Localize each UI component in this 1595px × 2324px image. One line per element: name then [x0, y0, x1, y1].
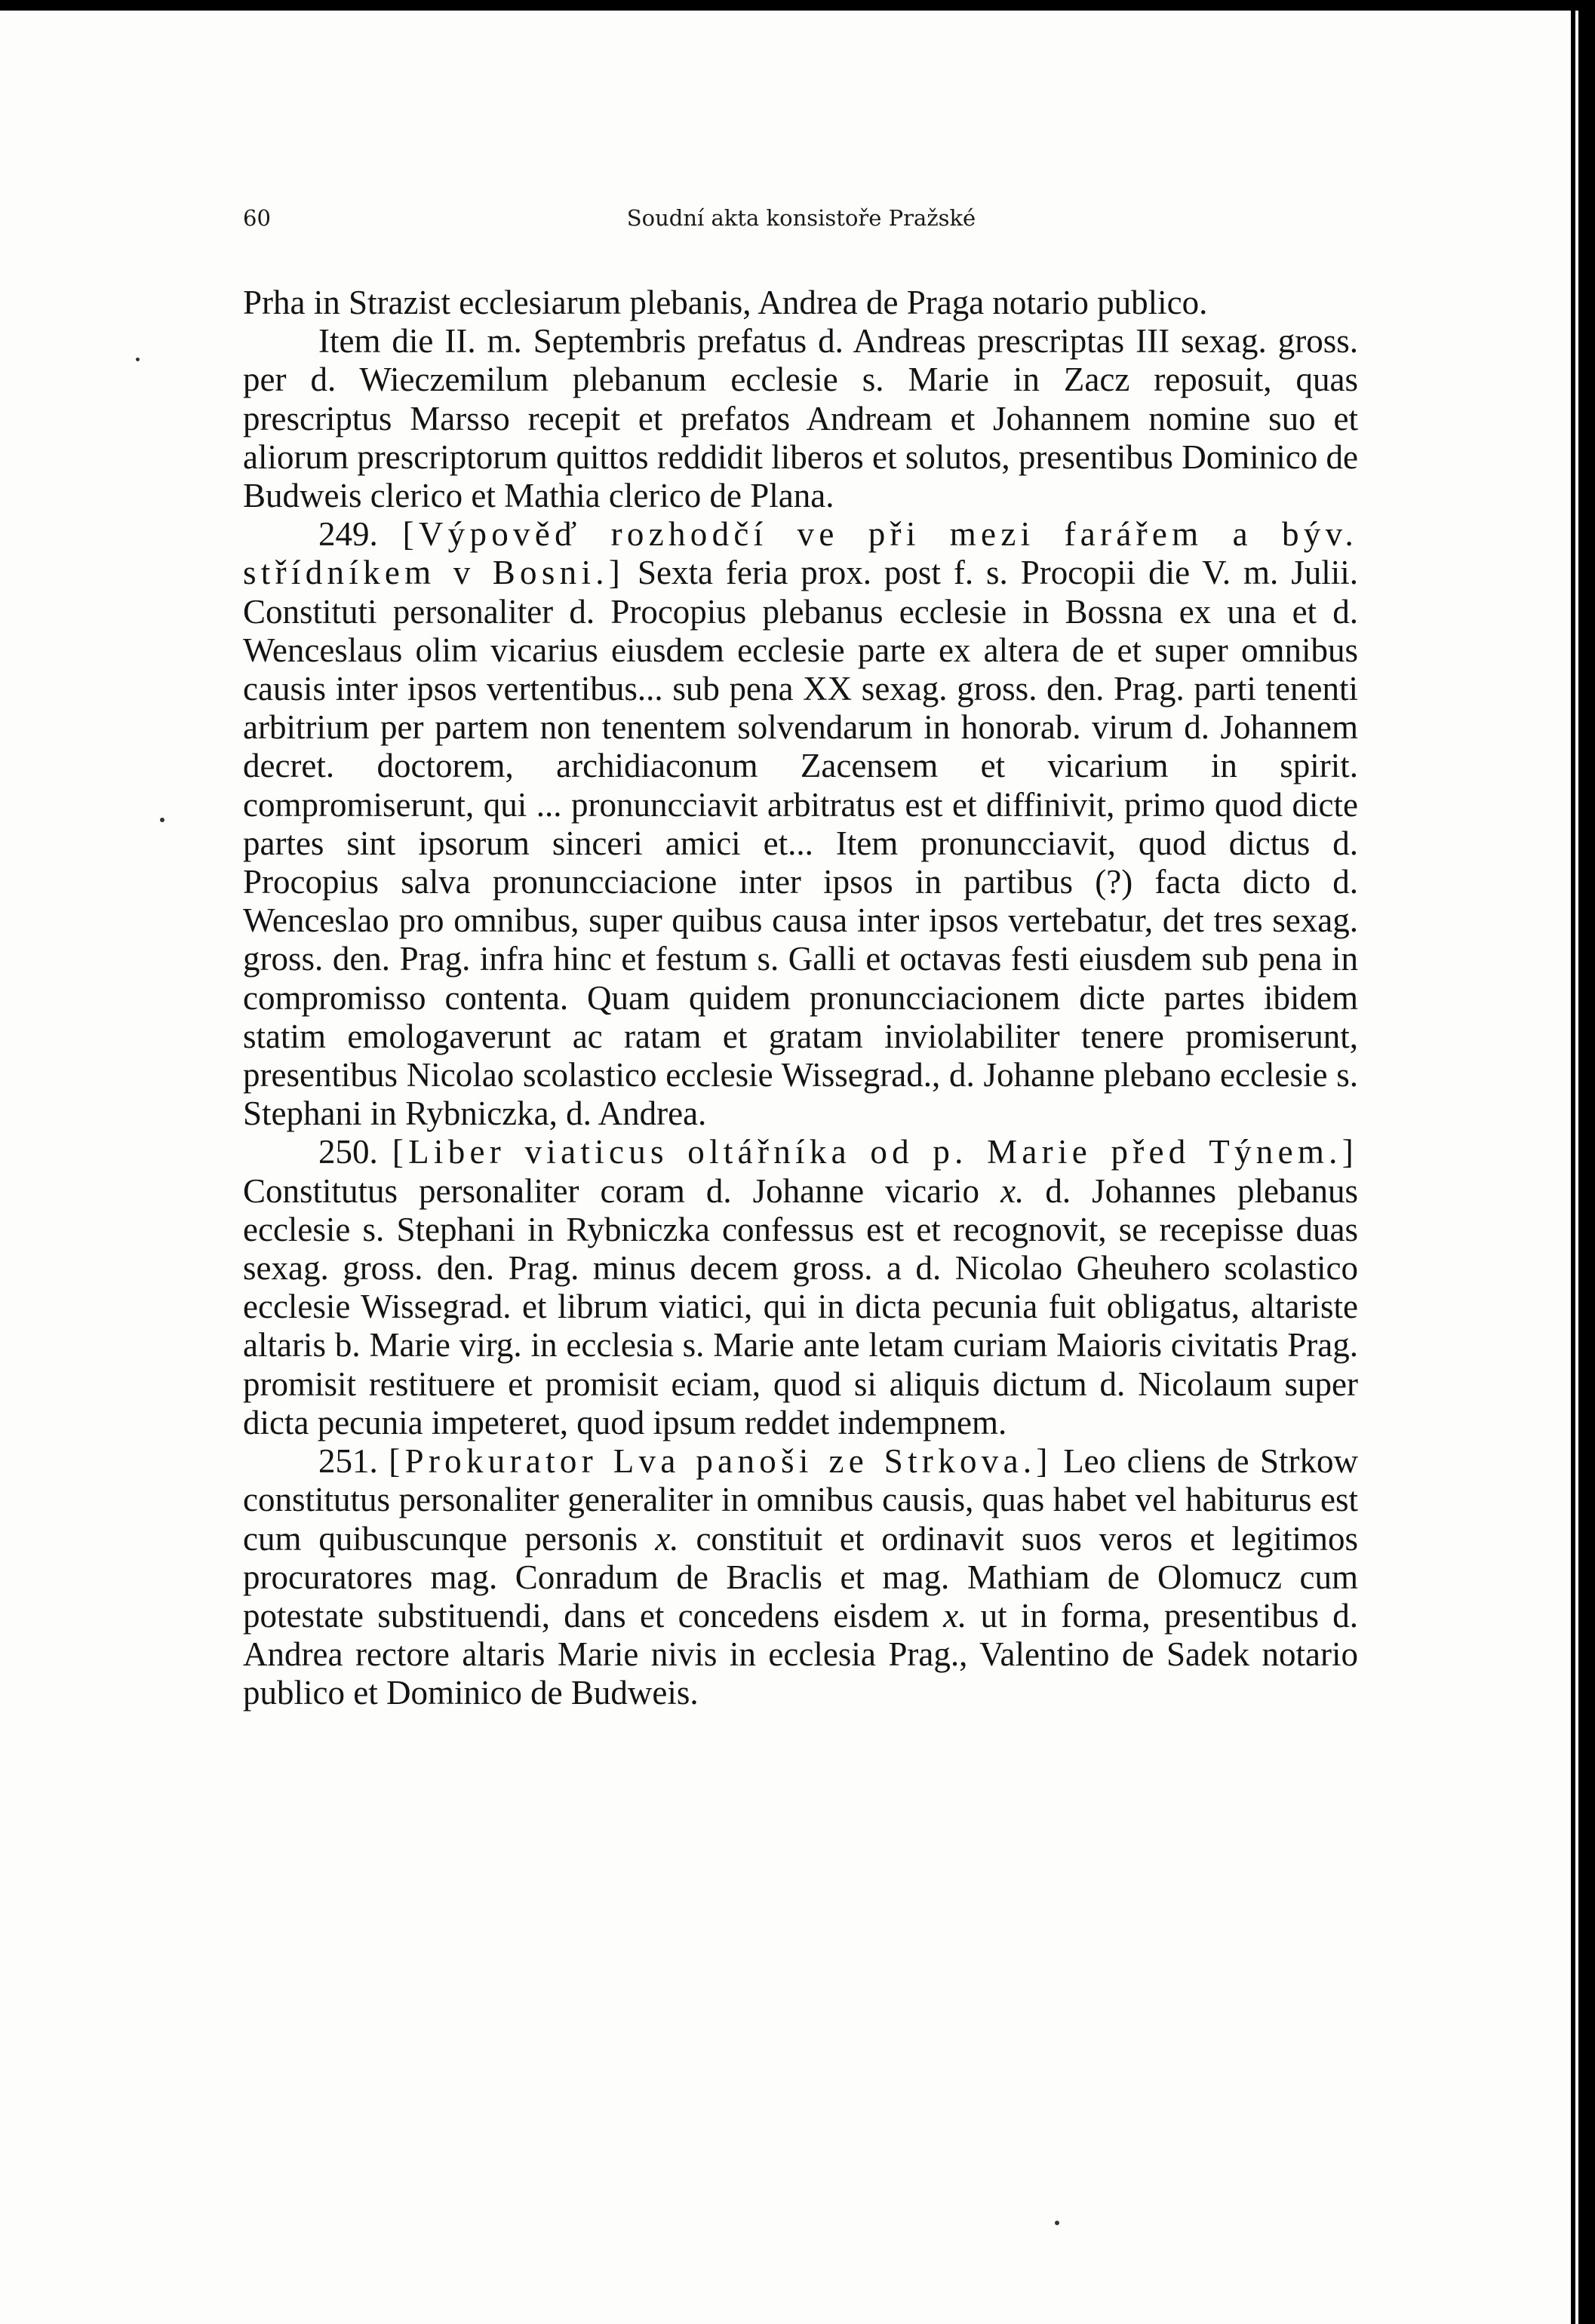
- scan-border-strip: [1575, 11, 1578, 2324]
- entry-number: 250.: [318, 1133, 378, 1171]
- entry-number: 251.: [318, 1442, 378, 1481]
- abbrev-mark: x.: [1000, 1171, 1025, 1210]
- running-title: Soudní akta konsistoře Pražské: [626, 205, 976, 231]
- page-number: 60: [243, 205, 271, 231]
- paragraph-continuation: [243, 284, 1358, 322]
- scanned-page: [0, 11, 1571, 2324]
- page-header: [243, 205, 1360, 235]
- entry-text: d. Johannes plebanus ecclesie s. Stephani in Rybniczka confessus est et recognovit, se recepisse duas sexag. gross. den. Prag. minus decem gross. a d. Nicolao Gheuhero scolastico ecclesie Wissegrad. et librum viatici, qui in dicta pecunia fuit obligatus, altariste altaris b. Marie virg. in ecclesia s. Marie ante letam curiam Maioris civitatis Prag. promisit restituere et promisit eciam, quod si aliquis dictum d. Nicolaum super dicta pecunia impeteret, quod ipsum reddet indempnem.: [243, 1171, 1359, 1441]
- body-text: [243, 284, 1358, 1713]
- entry-249: [243, 515, 1358, 1133]
- entry-251: [243, 1442, 1358, 1712]
- entry-heading: [Prokurator Lva panoši ze Strkova.]: [389, 1442, 1053, 1481]
- scan-speck: [136, 358, 140, 361]
- text: Item die II. m. Septembris prefatus d. Andreas prescriptas III sexag. gross. per d. Wieczemilum plebanum ecclesie s. Marie in Zacz reposuit, quas prescriptus Marsso recepit et prefatos Andream et Johannem nomine suo et aliorum prescriptorum quittos reddidit liberos et solutos, presentibus Dominico de Budweis clerico et Mathia clerico de Plana.: [243, 322, 1358, 515]
- paragraph: [243, 322, 1358, 515]
- entry-text: Leo cliens de Strkow constitutus personaliter generaliter in omnibus causis, quas habet vel habiturus est cum quibuscunque personis: [243, 1442, 1359, 1558]
- scan-speck: [160, 818, 164, 822]
- entry-text: ut in forma, presentibus d. Andrea rectore altaris Marie nivis in ecclesia Prag., Valentino de Sadek notario publico et Dominico de Budweis.: [243, 1596, 1359, 1712]
- entry-number: 249.: [318, 515, 378, 554]
- text: Prha in Strazist ecclesiarum plebanis, Andrea de Praga notario publico.: [243, 284, 1208, 321]
- entry-250: [243, 1133, 1358, 1442]
- abbrev-mark: x.: [943, 1596, 967, 1635]
- entry-text: Sexta feria prox. post f. s. Procopii die V. m. Julii. Constituti personaliter d. Procopius plebanus ecclesie in Bossna ex una et d. Wenceslaus olim vicarius eiusdem ecclesie parte ex altera de et super omnibus causis inter ipsos vertentibus... sub pena XX sexag. gross. den. Prag. parti tenenti arbitrium per partem non tenentem solvendarum in honorab. virum d. Johannem decret. doctorem, archidiaconum Zacensem et vicarium in spirit. compromiserunt, qui ... pronuncciavit arbitratus est et diffinivit, primo quod dicte partes sint ipsorum sinceri amici et... Item pronuncciavit, quod dictus d. Procopius salva pronuncciacione inter ipsos in partibus (?) facta dicto d. Wenceslao pro omnibus, super quibus causa inter ipsos vertebatur, det tres sexag. gross. den. Prag. infra hinc et festum s. Galli et octavas festi eiusdem sub pena in compromisso contenta. Quam quidem pronuncciacionem dicte partes ibidem statim emologaverunt ac ratam et gratam inviolabiliter tenere promiserunt, presentibus Nicolao scolastico ecclesie Wissegrad., d. Johanne plebano ecclesie s. Stephani in Rybniczka, d. Andrea.: [243, 554, 1358, 1133]
- entry-text: constituit et ordinavit suos veros et legitimos procuratores mag. Conradum de Braclis et mag. Mathiam de Olomucz cum potestate substituendi, dans et concedens eisdem: [243, 1519, 1359, 1635]
- entry-text: Constitutus personaliter coram d. Johanne vicario: [243, 1171, 980, 1210]
- scan-speck: [1055, 2221, 1059, 2225]
- entry-heading: [Liber viaticus oltářníka od p. Marie před Týnem.]: [392, 1133, 1358, 1171]
- abbrev-mark: x.: [655, 1519, 679, 1558]
- entry-heading: [Výpověď rozhodčí ve při mezi farářem a býv. střídníkem v Bosni.]: [243, 515, 1358, 592]
